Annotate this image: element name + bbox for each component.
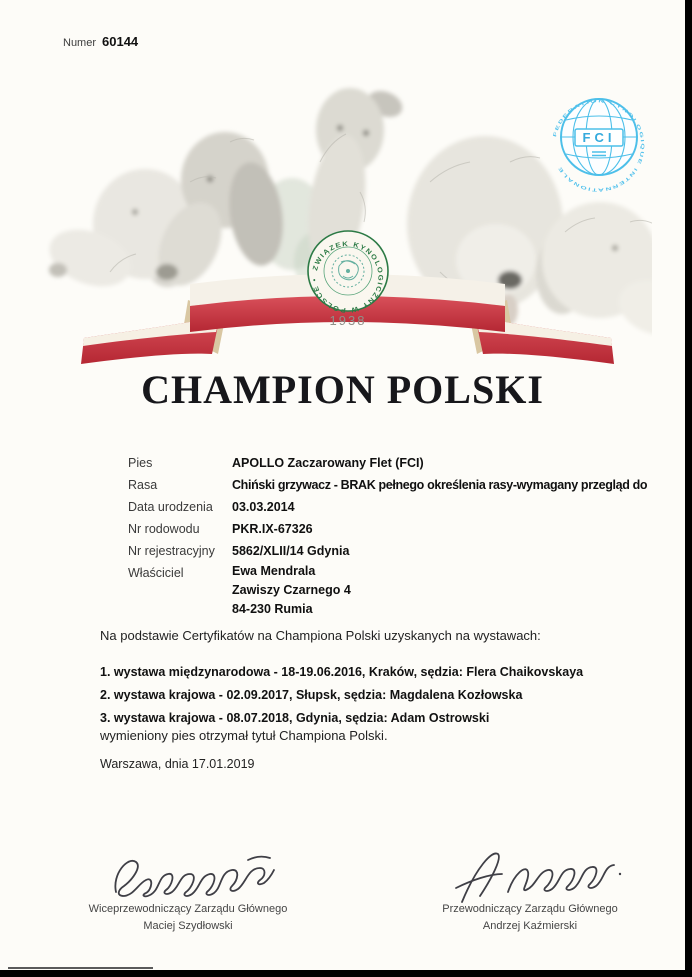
- field-label: Nr rejestracyjny: [128, 544, 215, 558]
- signer-name-right: Andrzej Kaźmierski: [482, 920, 578, 932]
- signer-role-left: Wiceprzewodniczący Zarządu Głównego: [88, 903, 288, 915]
- signer-name-left: Maciej Szydłowski: [143, 920, 233, 932]
- field-value: 5862/XLII/14 Gdynia: [232, 544, 350, 558]
- scan-artifact-bottom-bar: [0, 970, 692, 977]
- field-value: 03.03.2014: [232, 500, 295, 514]
- field-label: Nr rodowodu: [128, 522, 200, 536]
- conclusion-paragraph: wymieniony pies otrzymał tytuł Championa Polski.: [100, 728, 388, 743]
- numer-label: Numer: [63, 37, 97, 49]
- svg-text:ZWIĄZEK KYNOLOGICZNY W POLSCE: ZWIĄZEK KYNOLOGICZNY W POLSCE •: [311, 241, 384, 314]
- page-title: CHAMPION POLSKI: [141, 367, 544, 412]
- intro-paragraph: Na podstawie Certyfikatów na Championa Polski uzyskanych na wystawach:: [100, 628, 541, 643]
- owner-city: 84-230 Rumia: [232, 602, 313, 616]
- show-item-1: 1. wystawa międzynarodowa - 18-19.06.2016, Kraków, sędzia: Flera Chaikovskaya: [100, 665, 584, 679]
- field-row-wlasciciel: [128, 562, 688, 619]
- svg-text:FEDERATION CYNOLOGIQUE INTERNA: FEDERATION CYNOLOGIQUE INTERNATIONALE: [552, 98, 646, 193]
- numer-value: 60144: [102, 34, 139, 49]
- owner-name: Ewa Mendrala: [232, 564, 316, 578]
- field-row-rasa: [128, 474, 688, 496]
- owner-address: [232, 562, 351, 619]
- owner-street: Zawiszy Czarnego 4: [232, 583, 351, 597]
- show-item-2: 2. wystawa krajowa - 02.09.2017, Słupsk, sędzia: Magdalena Kozłowska: [100, 688, 523, 702]
- field-row-nr-rejestracyjny: [128, 540, 688, 562]
- signature-block-right: [405, 901, 655, 935]
- field-row-data-urodzenia: [128, 496, 688, 518]
- signature-block-left: [63, 901, 313, 935]
- shows-list: [100, 661, 583, 730]
- field-value: PKR.IX-67326: [232, 522, 313, 536]
- field-label: Właściciel: [128, 566, 184, 580]
- field-label: Pies: [128, 456, 153, 470]
- field-value: APOLLO Zaczarowany Flet (FCI): [232, 456, 424, 470]
- signer-role-right: Przewodniczący Zarządu Głównego: [442, 903, 618, 915]
- fci-globe-icon: [549, 84, 649, 194]
- show-item-3: 3. wystawa krajowa - 08.07.2018, Gdynia, sędzia: Adam Ostrowski: [100, 711, 490, 725]
- seal-year: 1938: [329, 313, 367, 328]
- signature-scribble-left: [108, 846, 278, 908]
- field-value: Chiński grzywacz - BRAK pełnego określenia rasy-wymagany przegląd do: [232, 478, 648, 492]
- scan-artifact-right-strip: [685, 0, 692, 977]
- field-label: Data urodzenia: [128, 500, 213, 514]
- scan-artifact-gray-line: [8, 967, 153, 969]
- dog-details: [128, 452, 688, 619]
- zkwp-seal-icon: [303, 226, 393, 338]
- fci-label: FCI: [582, 130, 616, 145]
- field-label: Rasa: [128, 478, 158, 492]
- signature-scribble-right: [450, 844, 625, 908]
- place-date: Warszawa, dnia 17.01.2019: [100, 757, 255, 771]
- field-row-pies: [128, 452, 688, 474]
- field-row-nr-rodowodu: [128, 518, 688, 540]
